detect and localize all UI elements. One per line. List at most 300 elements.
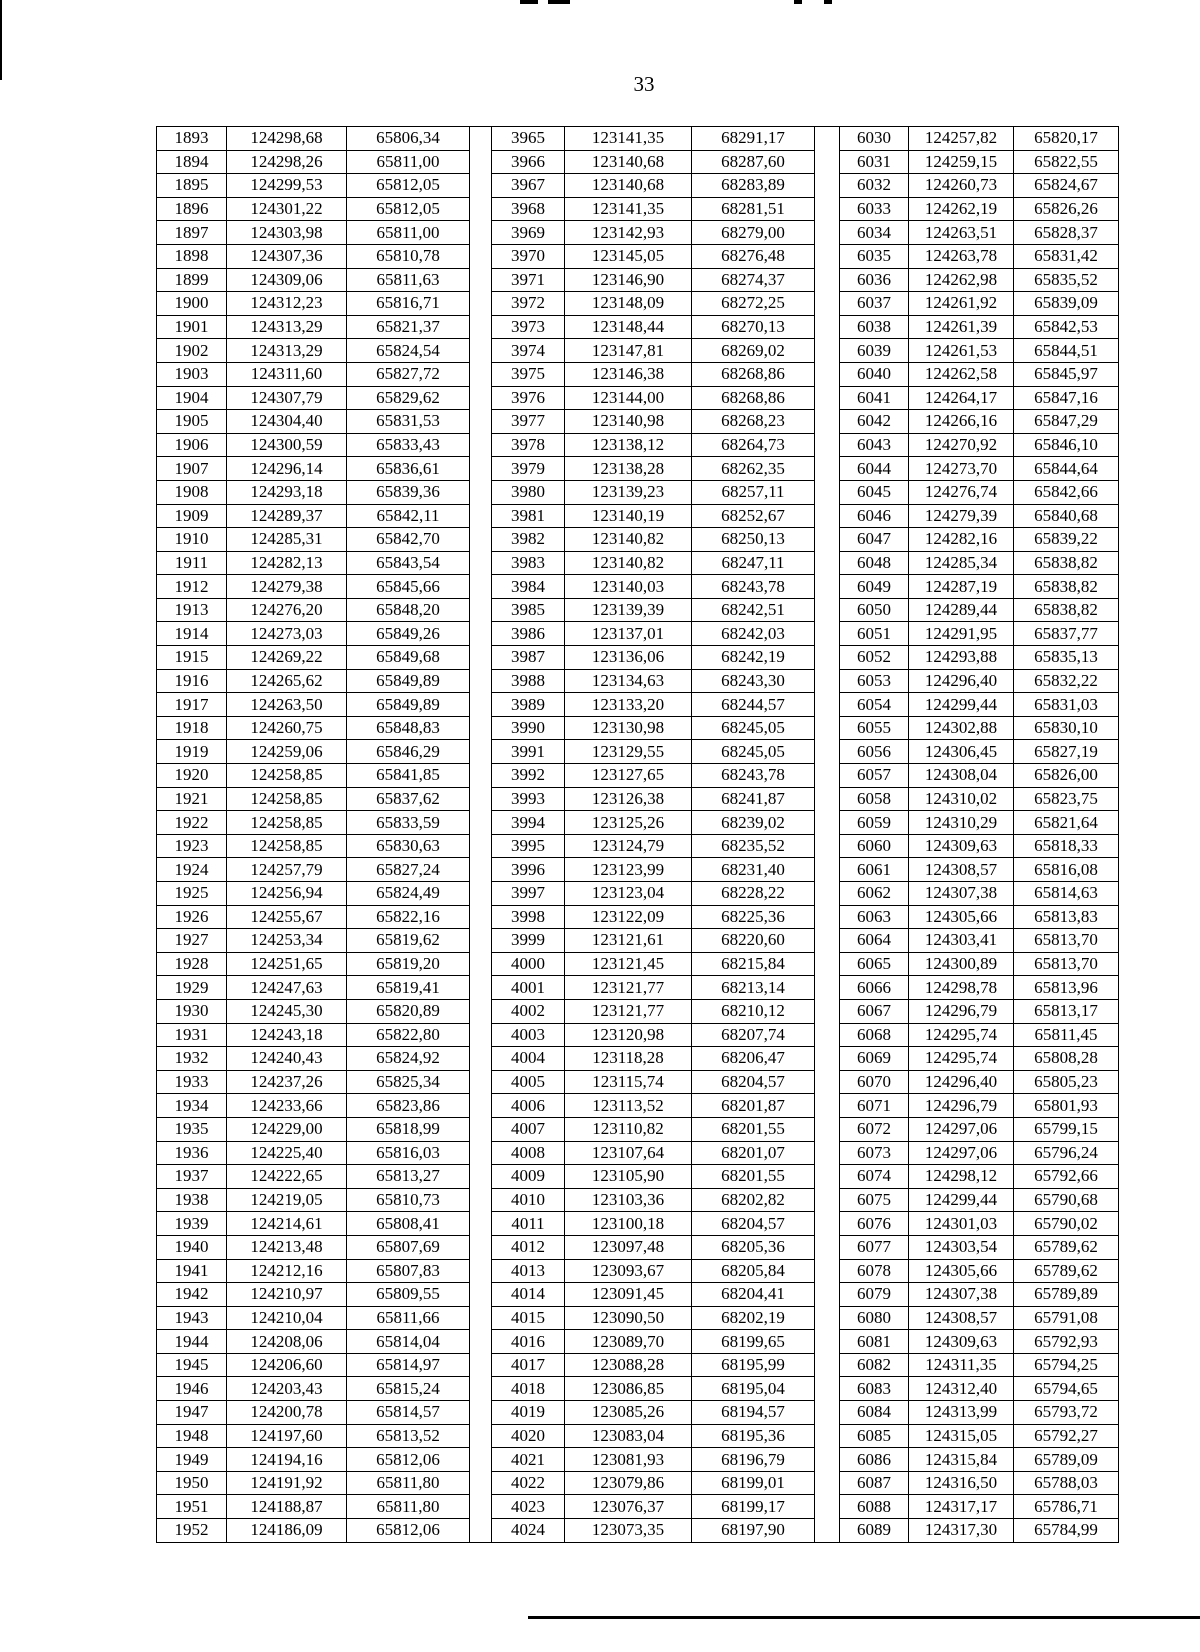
column-gap <box>470 1401 492 1425</box>
y-coordinate-cell: 65848,20 <box>347 598 470 622</box>
point-number-cell: 3991 <box>492 740 565 764</box>
x-coordinate-cell: 123118,28 <box>565 1047 692 1071</box>
table-row <box>157 221 1119 245</box>
x-coordinate-cell: 123145,05 <box>565 244 692 268</box>
column-gap <box>815 787 840 811</box>
point-number-cell: 1907 <box>157 457 227 481</box>
table-row <box>157 1117 1119 1141</box>
column-gap <box>815 1377 840 1401</box>
point-number-cell: 3992 <box>492 764 565 788</box>
y-coordinate-cell: 68207,74 <box>692 1023 815 1047</box>
y-coordinate-cell: 65808,28 <box>1014 1047 1119 1071</box>
point-number-cell: 6051 <box>840 622 909 646</box>
point-number-cell: 3970 <box>492 244 565 268</box>
point-number-cell: 3984 <box>492 575 565 599</box>
y-coordinate-cell: 65824,54 <box>347 339 470 363</box>
table-row <box>157 952 1119 976</box>
top-scan-mark-2 <box>548 0 570 4</box>
y-coordinate-cell: 65812,05 <box>347 197 470 221</box>
point-number-cell: 1908 <box>157 480 227 504</box>
y-coordinate-cell: 65842,66 <box>1014 480 1119 504</box>
y-coordinate-cell: 65846,29 <box>347 740 470 764</box>
column-gap <box>815 1259 840 1283</box>
table-row <box>157 127 1119 151</box>
x-coordinate-cell: 124296,79 <box>909 1094 1014 1118</box>
point-number-cell: 3990 <box>492 716 565 740</box>
column-gap <box>815 1519 840 1543</box>
table-row <box>157 882 1119 906</box>
point-number-cell: 6071 <box>840 1094 909 1118</box>
point-number-cell: 4014 <box>492 1283 565 1307</box>
column-gap <box>470 268 492 292</box>
table-row <box>157 646 1119 670</box>
column-gap <box>815 1047 840 1071</box>
y-coordinate-cell: 68195,04 <box>692 1377 815 1401</box>
point-number-cell: 1936 <box>157 1141 227 1165</box>
column-gap <box>815 221 840 245</box>
y-coordinate-cell: 65808,41 <box>347 1212 470 1236</box>
x-coordinate-cell: 124259,15 <box>909 150 1014 174</box>
column-gap <box>815 905 840 929</box>
x-coordinate-cell: 124307,36 <box>227 244 347 268</box>
left-scan-mark <box>0 0 2 80</box>
y-coordinate-cell: 68204,57 <box>692 1212 815 1236</box>
x-coordinate-cell: 124297,06 <box>909 1117 1014 1141</box>
point-number-cell: 4016 <box>492 1330 565 1354</box>
point-number-cell: 6042 <box>840 410 909 434</box>
x-coordinate-cell: 123088,28 <box>565 1353 692 1377</box>
column-gap <box>815 1283 840 1307</box>
y-coordinate-cell: 68199,65 <box>692 1330 815 1354</box>
point-number-cell: 1923 <box>157 834 227 858</box>
y-coordinate-cell: 68243,78 <box>692 575 815 599</box>
x-coordinate-cell: 124206,60 <box>227 1353 347 1377</box>
y-coordinate-cell: 65838,82 <box>1014 598 1119 622</box>
x-coordinate-cell: 123089,70 <box>565 1330 692 1354</box>
x-coordinate-cell: 124313,29 <box>227 339 347 363</box>
y-coordinate-cell: 65814,04 <box>347 1330 470 1354</box>
y-coordinate-cell: 65792,66 <box>1014 1165 1119 1189</box>
y-coordinate-cell: 65838,82 <box>1014 551 1119 575</box>
y-coordinate-cell: 65823,86 <box>347 1094 470 1118</box>
column-gap <box>815 693 840 717</box>
column-gap <box>470 244 492 268</box>
point-number-cell: 6055 <box>840 716 909 740</box>
y-coordinate-cell: 65829,62 <box>347 386 470 410</box>
point-number-cell: 4010 <box>492 1188 565 1212</box>
y-coordinate-cell: 65822,55 <box>1014 150 1119 174</box>
y-coordinate-cell: 68239,02 <box>692 811 815 835</box>
point-number-cell: 6087 <box>840 1471 909 1495</box>
x-coordinate-cell: 124258,85 <box>227 764 347 788</box>
point-number-cell: 1904 <box>157 386 227 410</box>
point-number-cell: 1901 <box>157 315 227 339</box>
point-number-cell: 1932 <box>157 1047 227 1071</box>
column-gap <box>815 1448 840 1472</box>
table-row <box>157 598 1119 622</box>
column-gap <box>470 1471 492 1495</box>
column-gap <box>470 1094 492 1118</box>
column-gap <box>470 622 492 646</box>
y-coordinate-cell: 65788,03 <box>1014 1471 1119 1495</box>
y-coordinate-cell: 65844,51 <box>1014 339 1119 363</box>
point-number-cell: 4013 <box>492 1259 565 1283</box>
point-number-cell: 6059 <box>840 811 909 835</box>
table-row <box>157 1330 1119 1354</box>
column-gap <box>470 598 492 622</box>
point-number-cell: 1918 <box>157 716 227 740</box>
y-coordinate-cell: 68215,84 <box>692 952 815 976</box>
x-coordinate-cell: 124315,84 <box>909 1448 1014 1472</box>
column-gap <box>470 197 492 221</box>
point-number-cell: 1947 <box>157 1401 227 1425</box>
point-number-cell: 3966 <box>492 150 565 174</box>
table-row <box>157 150 1119 174</box>
y-coordinate-cell: 65814,57 <box>347 1401 470 1425</box>
point-number-cell: 4021 <box>492 1448 565 1472</box>
x-coordinate-cell: 124308,57 <box>909 1306 1014 1330</box>
x-coordinate-cell: 124309,63 <box>909 834 1014 858</box>
x-coordinate-cell: 124259,06 <box>227 740 347 764</box>
point-number-cell: 1920 <box>157 764 227 788</box>
column-gap <box>815 504 840 528</box>
point-number-cell: 1895 <box>157 174 227 198</box>
point-number-cell: 1919 <box>157 740 227 764</box>
point-number-cell: 6036 <box>840 268 909 292</box>
y-coordinate-cell: 68196,79 <box>692 1448 815 1472</box>
y-coordinate-cell: 68228,22 <box>692 882 815 906</box>
table-row <box>157 551 1119 575</box>
x-coordinate-cell: 124311,35 <box>909 1353 1014 1377</box>
column-gap <box>470 1070 492 1094</box>
y-coordinate-cell: 65821,64 <box>1014 811 1119 835</box>
y-coordinate-cell: 65831,53 <box>347 410 470 434</box>
x-coordinate-cell: 124240,43 <box>227 1047 347 1071</box>
column-gap <box>815 1471 840 1495</box>
point-number-cell: 6050 <box>840 598 909 622</box>
column-gap <box>815 764 840 788</box>
x-coordinate-cell: 123139,39 <box>565 598 692 622</box>
point-number-cell: 1934 <box>157 1094 227 1118</box>
coordinates-table <box>156 126 1119 1543</box>
y-coordinate-cell: 65796,24 <box>1014 1141 1119 1165</box>
table-row <box>157 1259 1119 1283</box>
y-coordinate-cell: 65848,83 <box>347 716 470 740</box>
x-coordinate-cell: 123138,28 <box>565 457 692 481</box>
y-coordinate-cell: 65826,00 <box>1014 764 1119 788</box>
table-row <box>157 1094 1119 1118</box>
y-coordinate-cell: 68231,40 <box>692 858 815 882</box>
y-coordinate-cell: 65841,85 <box>347 764 470 788</box>
top-scan-mark-1 <box>520 0 538 4</box>
y-coordinate-cell: 68242,19 <box>692 646 815 670</box>
y-coordinate-cell: 68205,36 <box>692 1235 815 1259</box>
x-coordinate-cell: 123105,90 <box>565 1165 692 1189</box>
y-coordinate-cell: 65849,26 <box>347 622 470 646</box>
table-row <box>157 386 1119 410</box>
column-gap <box>470 480 492 504</box>
column-gap <box>815 1141 840 1165</box>
y-coordinate-cell: 65837,77 <box>1014 622 1119 646</box>
column-gap <box>470 315 492 339</box>
column-gap <box>815 480 840 504</box>
y-coordinate-cell: 68201,87 <box>692 1094 815 1118</box>
point-number-cell: 6053 <box>840 669 909 693</box>
x-coordinate-cell: 124269,22 <box>227 646 347 670</box>
x-coordinate-cell: 124282,13 <box>227 551 347 575</box>
point-number-cell: 6035 <box>840 244 909 268</box>
y-coordinate-cell: 65842,70 <box>347 528 470 552</box>
point-number-cell: 1949 <box>157 1448 227 1472</box>
x-coordinate-cell: 123086,85 <box>565 1377 692 1401</box>
column-gap <box>470 740 492 764</box>
y-coordinate-cell: 65845,66 <box>347 575 470 599</box>
y-coordinate-cell: 65838,82 <box>1014 575 1119 599</box>
y-coordinate-cell: 68257,11 <box>692 480 815 504</box>
column-gap <box>470 1519 492 1543</box>
x-coordinate-cell: 124256,94 <box>227 882 347 906</box>
y-coordinate-cell: 68242,03 <box>692 622 815 646</box>
x-coordinate-cell: 124316,50 <box>909 1471 1014 1495</box>
point-number-cell: 6048 <box>840 551 909 575</box>
y-coordinate-cell: 68204,57 <box>692 1070 815 1094</box>
y-coordinate-cell: 68199,17 <box>692 1495 815 1519</box>
column-gap <box>470 1353 492 1377</box>
table-row <box>157 1047 1119 1071</box>
table-row <box>157 1495 1119 1519</box>
y-coordinate-cell: 65823,75 <box>1014 787 1119 811</box>
point-number-cell: 3996 <box>492 858 565 882</box>
x-coordinate-cell: 124305,66 <box>909 1259 1014 1283</box>
x-coordinate-cell: 123085,26 <box>565 1401 692 1425</box>
y-coordinate-cell: 68245,05 <box>692 716 815 740</box>
column-gap <box>815 598 840 622</box>
column-gap <box>470 1448 492 1472</box>
y-coordinate-cell: 65830,10 <box>1014 716 1119 740</box>
x-coordinate-cell: 123130,98 <box>565 716 692 740</box>
x-coordinate-cell: 124310,29 <box>909 811 1014 835</box>
point-number-cell: 1899 <box>157 268 227 292</box>
table-row <box>157 1424 1119 1448</box>
point-number-cell: 3983 <box>492 551 565 575</box>
column-gap <box>470 386 492 410</box>
column-gap <box>815 740 840 764</box>
y-coordinate-cell: 65814,63 <box>1014 882 1119 906</box>
point-number-cell: 3974 <box>492 339 565 363</box>
point-number-cell: 4005 <box>492 1070 565 1094</box>
point-number-cell: 4017 <box>492 1353 565 1377</box>
point-number-cell: 1898 <box>157 244 227 268</box>
y-coordinate-cell: 68195,36 <box>692 1424 815 1448</box>
column-gap <box>815 1424 840 1448</box>
y-coordinate-cell: 65819,62 <box>347 929 470 953</box>
point-number-cell: 1939 <box>157 1212 227 1236</box>
y-coordinate-cell: 68268,23 <box>692 410 815 434</box>
x-coordinate-cell: 123134,63 <box>565 669 692 693</box>
point-number-cell: 3965 <box>492 127 565 151</box>
y-coordinate-cell: 65822,80 <box>347 1023 470 1047</box>
x-coordinate-cell: 124296,14 <box>227 457 347 481</box>
point-number-cell: 3989 <box>492 693 565 717</box>
column-gap <box>815 339 840 363</box>
y-coordinate-cell: 68243,78 <box>692 764 815 788</box>
x-coordinate-cell: 123140,98 <box>565 410 692 434</box>
point-number-cell: 6069 <box>840 1047 909 1071</box>
table-row <box>157 905 1119 929</box>
x-coordinate-cell: 124200,78 <box>227 1401 347 1425</box>
x-coordinate-cell: 124210,04 <box>227 1306 347 1330</box>
point-number-cell: 1921 <box>157 787 227 811</box>
column-gap <box>470 339 492 363</box>
y-coordinate-cell: 65832,22 <box>1014 669 1119 693</box>
x-coordinate-cell: 124263,50 <box>227 693 347 717</box>
point-number-cell: 6032 <box>840 174 909 198</box>
x-coordinate-cell: 124315,05 <box>909 1424 1014 1448</box>
point-number-cell: 6067 <box>840 999 909 1023</box>
column-gap <box>815 1023 840 1047</box>
x-coordinate-cell: 124262,58 <box>909 362 1014 386</box>
point-number-cell: 6044 <box>840 457 909 481</box>
point-number-cell: 1929 <box>157 976 227 1000</box>
x-coordinate-cell: 123140,03 <box>565 575 692 599</box>
x-coordinate-cell: 124298,26 <box>227 150 347 174</box>
y-coordinate-cell: 65811,45 <box>1014 1023 1119 1047</box>
point-number-cell: 6058 <box>840 787 909 811</box>
table-row <box>157 1070 1119 1094</box>
x-coordinate-cell: 124261,53 <box>909 339 1014 363</box>
column-gap <box>815 551 840 575</box>
y-coordinate-cell: 65811,00 <box>347 150 470 174</box>
y-coordinate-cell: 65789,62 <box>1014 1235 1119 1259</box>
point-number-cell: 1940 <box>157 1235 227 1259</box>
x-coordinate-cell: 124222,65 <box>227 1165 347 1189</box>
point-number-cell: 3980 <box>492 480 565 504</box>
y-coordinate-cell: 68262,35 <box>692 457 815 481</box>
x-coordinate-cell: 124276,74 <box>909 480 1014 504</box>
x-coordinate-cell: 123091,45 <box>565 1283 692 1307</box>
point-number-cell: 1933 <box>157 1070 227 1094</box>
column-gap <box>815 669 840 693</box>
column-gap <box>470 1141 492 1165</box>
y-coordinate-cell: 65794,65 <box>1014 1377 1119 1401</box>
point-number-cell: 6046 <box>840 504 909 528</box>
point-number-cell: 3972 <box>492 292 565 316</box>
y-coordinate-cell: 65824,92 <box>347 1047 470 1071</box>
y-coordinate-cell: 65849,89 <box>347 693 470 717</box>
x-coordinate-cell: 124299,44 <box>909 1188 1014 1212</box>
column-gap <box>470 528 492 552</box>
y-coordinate-cell: 65789,89 <box>1014 1283 1119 1307</box>
point-number-cell: 6074 <box>840 1165 909 1189</box>
point-number-cell: 4019 <box>492 1401 565 1425</box>
column-gap <box>815 575 840 599</box>
y-coordinate-cell: 65836,61 <box>347 457 470 481</box>
point-number-cell: 6049 <box>840 575 909 599</box>
column-gap <box>470 787 492 811</box>
column-gap <box>470 127 492 151</box>
y-coordinate-cell: 65818,33 <box>1014 834 1119 858</box>
y-coordinate-cell: 65799,15 <box>1014 1117 1119 1141</box>
y-coordinate-cell: 65825,34 <box>347 1070 470 1094</box>
x-coordinate-cell: 124306,45 <box>909 740 1014 764</box>
table-row <box>157 693 1119 717</box>
y-coordinate-cell: 65835,13 <box>1014 646 1119 670</box>
point-number-cell: 4008 <box>492 1141 565 1165</box>
column-gap <box>815 1188 840 1212</box>
point-number-cell: 1930 <box>157 999 227 1023</box>
point-number-cell: 4012 <box>492 1235 565 1259</box>
column-gap <box>815 1212 840 1236</box>
y-coordinate-cell: 65820,89 <box>347 999 470 1023</box>
x-coordinate-cell: 123123,04 <box>565 882 692 906</box>
x-coordinate-cell: 123093,67 <box>565 1259 692 1283</box>
x-coordinate-cell: 124253,34 <box>227 929 347 953</box>
point-number-cell: 3997 <box>492 882 565 906</box>
x-coordinate-cell: 124301,22 <box>227 197 347 221</box>
x-coordinate-cell: 123141,35 <box>565 197 692 221</box>
y-coordinate-cell: 65813,17 <box>1014 999 1119 1023</box>
y-coordinate-cell: 65811,63 <box>347 268 470 292</box>
x-coordinate-cell: 123136,06 <box>565 646 692 670</box>
x-coordinate-cell: 123140,82 <box>565 528 692 552</box>
table-row <box>157 1235 1119 1259</box>
x-coordinate-cell: 124229,00 <box>227 1117 347 1141</box>
y-coordinate-cell: 68250,13 <box>692 528 815 552</box>
x-coordinate-cell: 124289,44 <box>909 598 1014 622</box>
point-number-cell: 4001 <box>492 976 565 1000</box>
x-coordinate-cell: 124203,43 <box>227 1377 347 1401</box>
y-coordinate-cell: 65811,80 <box>347 1495 470 1519</box>
column-gap <box>470 1259 492 1283</box>
point-number-cell: 6037 <box>840 292 909 316</box>
table-row <box>157 1283 1119 1307</box>
y-coordinate-cell: 65818,99 <box>347 1117 470 1141</box>
y-coordinate-cell: 65849,68 <box>347 646 470 670</box>
table-row <box>157 976 1119 1000</box>
column-gap <box>815 1306 840 1330</box>
point-number-cell: 3978 <box>492 433 565 457</box>
x-coordinate-cell: 124265,62 <box>227 669 347 693</box>
column-gap <box>470 669 492 693</box>
y-coordinate-cell: 65813,83 <box>1014 905 1119 929</box>
x-coordinate-cell: 124214,61 <box>227 1212 347 1236</box>
y-coordinate-cell: 65842,11 <box>347 504 470 528</box>
point-number-cell: 6083 <box>840 1377 909 1401</box>
column-gap <box>470 976 492 1000</box>
x-coordinate-cell: 124298,68 <box>227 127 347 151</box>
point-number-cell: 6030 <box>840 127 909 151</box>
column-gap <box>815 127 840 151</box>
point-number-cell: 6077 <box>840 1235 909 1259</box>
x-coordinate-cell: 124296,40 <box>909 669 1014 693</box>
y-coordinate-cell: 65811,66 <box>347 1306 470 1330</box>
y-coordinate-cell: 65822,16 <box>347 905 470 929</box>
x-coordinate-cell: 124285,34 <box>909 551 1014 575</box>
column-gap <box>470 410 492 434</box>
point-number-cell: 1951 <box>157 1495 227 1519</box>
column-gap <box>815 174 840 198</box>
table-row <box>157 575 1119 599</box>
x-coordinate-cell: 124194,16 <box>227 1448 347 1472</box>
table-row <box>157 339 1119 363</box>
y-coordinate-cell: 65794,25 <box>1014 1353 1119 1377</box>
x-coordinate-cell: 124295,74 <box>909 1047 1014 1071</box>
x-coordinate-cell: 124237,26 <box>227 1070 347 1094</box>
point-number-cell: 1927 <box>157 929 227 953</box>
point-number-cell: 3985 <box>492 598 565 622</box>
y-coordinate-cell: 65816,08 <box>1014 858 1119 882</box>
x-coordinate-cell: 124260,75 <box>227 716 347 740</box>
